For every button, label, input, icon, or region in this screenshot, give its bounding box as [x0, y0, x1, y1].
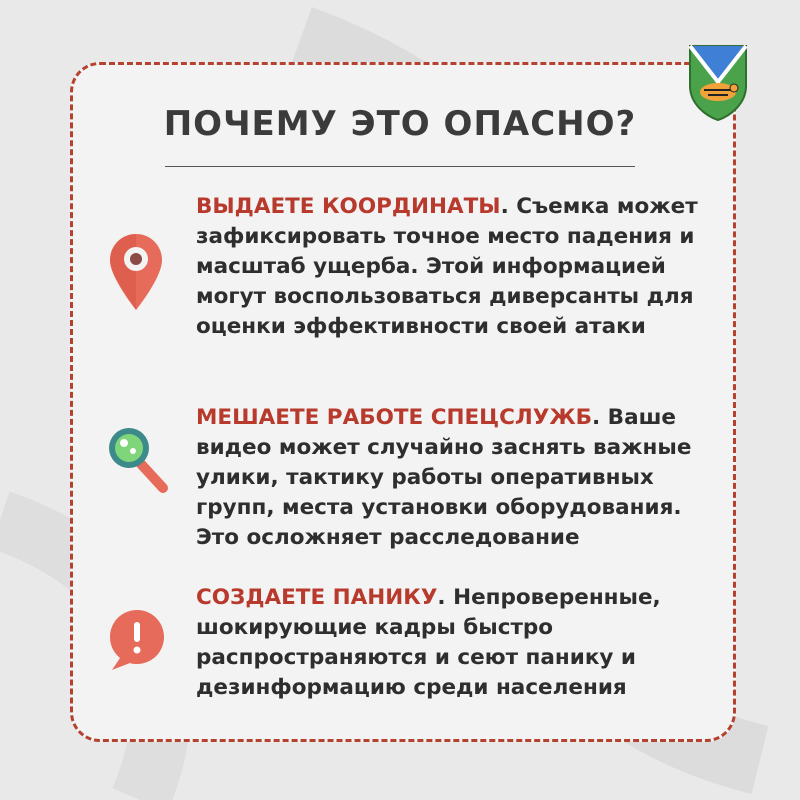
title-divider	[165, 166, 635, 167]
list-item	[196, 403, 716, 553]
magnifier-icon	[107, 426, 169, 494]
page-title: ПОЧЕМУ ЭТО ОПАСНО?	[163, 104, 637, 144]
list-item	[196, 583, 716, 703]
item-heading: СОЗДАЕТЕ ПАНИКУ	[196, 585, 438, 610]
item-text: . Непроверенные, шокирующие кадры быстро распространяются и сеют панику и дезинформацию среди населения	[196, 585, 661, 700]
item-heading: МЕШАЕТЕ РАБОТЕ СПЕЦСЛУЖБ	[196, 405, 593, 430]
item-text: . Ваше видео может случайно заснять важные улики, тактику работы оперативных групп, места установки оборудования. Это осложняет расследование	[196, 405, 692, 550]
list-item	[196, 192, 716, 342]
location-pin-icon	[108, 232, 164, 312]
item-heading: ВЫДАЕТЕ КООРДИНАТЫ	[196, 194, 501, 219]
item-text: . Съемка может зафиксировать точное место падения и масштаб ущерба. Этой информацией могут воспользоваться диверсанты для оценки эффективности своей атаки	[196, 194, 698, 339]
alert-bubble-icon	[108, 608, 166, 672]
